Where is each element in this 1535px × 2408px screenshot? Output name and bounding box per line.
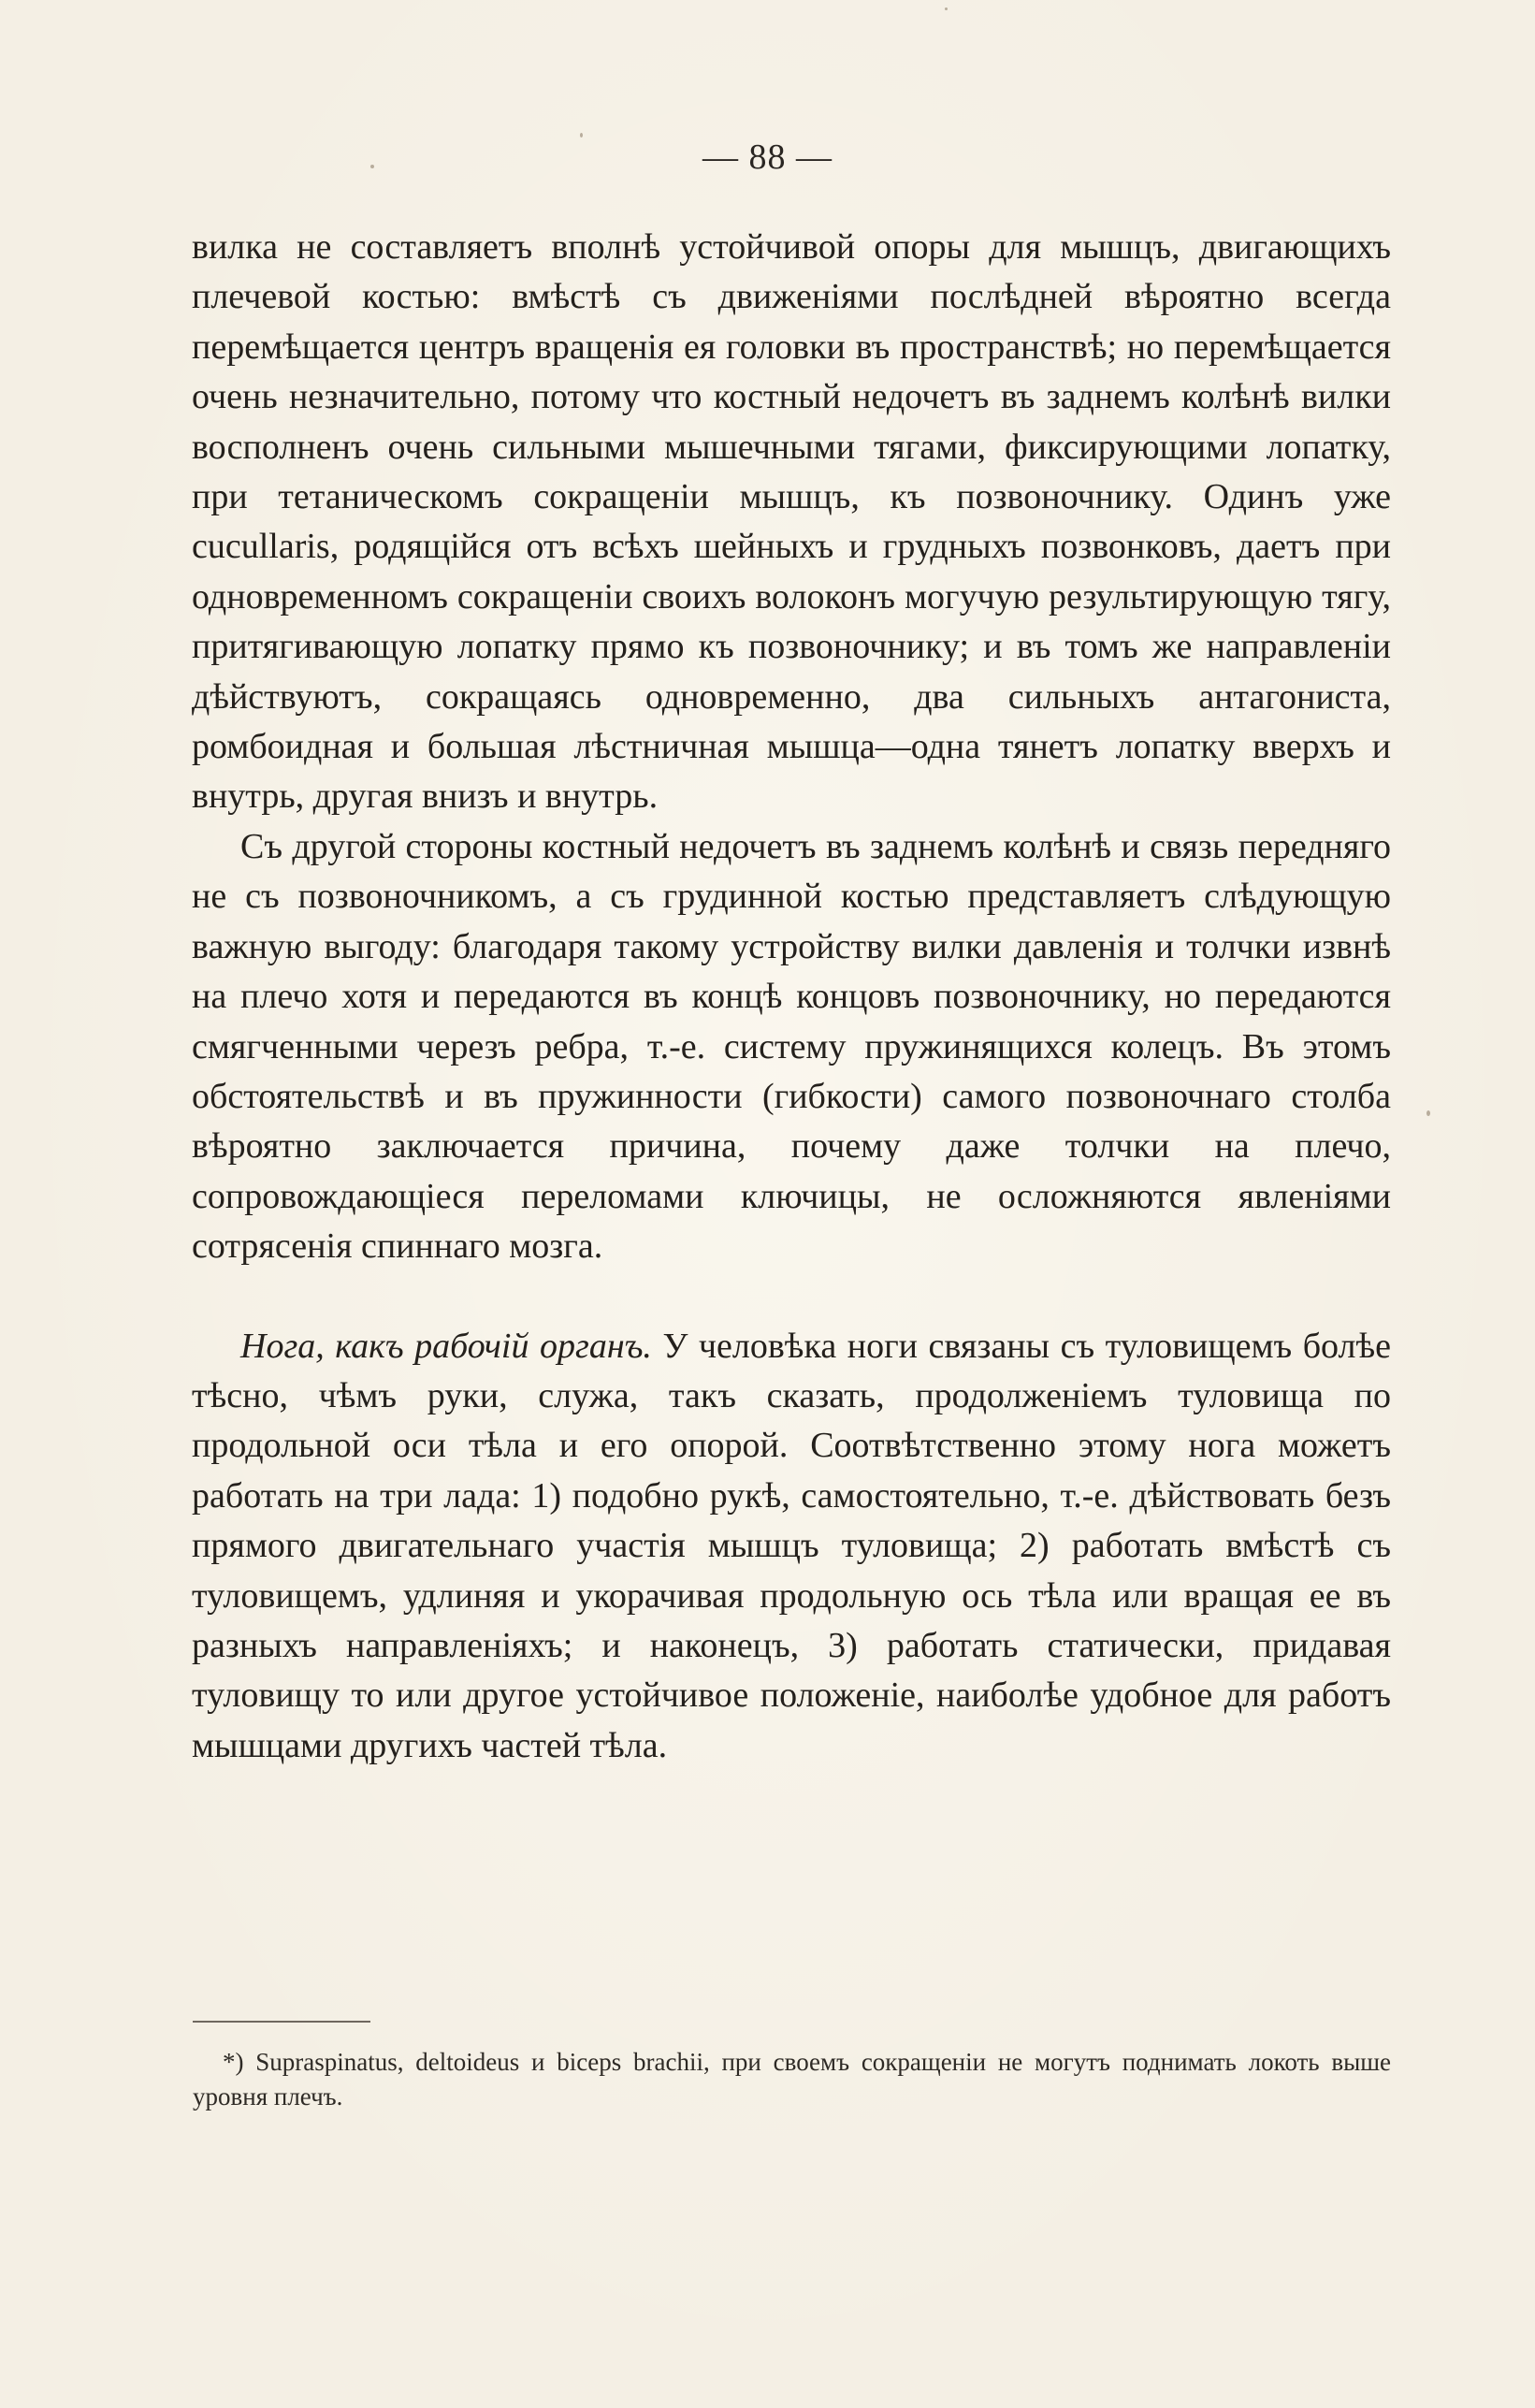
paper-speck: [945, 7, 948, 10]
page-number: — 88 —: [702, 138, 833, 177]
paragraph-1-text: вилка не составляетъ вполнѣ устойчивой опоры для мышцъ, двигающихъ плечевой костью: вмѣстѣ съ движеніями послѣдней вѣроятно всегда перемѣщается центръ вращенія ея головки въ пространствѣ; но перемѣщается очень незначительно, потому что костный недочетъ въ заднемъ колѣнѣ вилки восполненъ очень сильными мышечными тягами, фиксирующими лопатку, при тетаническомъ сокращеніи мышцъ, къ позвоночнику. Одинъ уже cucullaris, родящійся отъ всѣхъ шейныхъ и грудныхъ позвонковъ, даетъ при одновременномъ сокращеніи своихъ волоконъ могучую результирующую тягу, притягивающую лопатку прямо къ позвоночнику; и въ томъ же направленіи дѣйствуютъ, сокращаясь одновременно, два сильныхъ антагониста, ромбоидная и большая лѣстничная мышца—одна тянетъ лопатку вверхъ и внутрь, другая внизъ и внутрь.: [192, 227, 1391, 817]
footnote-divider: [193, 2021, 370, 2023]
paragraph-3-text: У человѣка ноги связаны съ туловищемъ болѣе тѣсно, чѣмъ руки, служа, такъ сказать, продолженіемъ туловища по продольной оси тѣла и его опорой. Соотвѣтственно этому нога можетъ работать на три лада: 1) подобно рукѣ, самостоятельно, т.-е. дѣйствовать безъ прямого двигательнаго участія мышцъ туловища; 2) работать вмѣстѣ съ туловищемъ, удлиняя и укорачивая продольную ось тѣла или вращая ее въ разныхъ направленіяхъ; и наконецъ, 3) работать статически, придавая туловищу то или другое устойчивое положеніе, наиболѣе удобное для работъ мышцами другихъ частей тѣла.: [192, 1326, 1391, 1765]
footnote-text: Supraspinatus, deltoideus и biceps brachii, при своемъ сокращеніи не могутъ поднимать локоть выше уровня плечъ.: [193, 2048, 1392, 2111]
paragraph-2-text: Съ другой стороны костный недочетъ въ заднемъ колѣнѣ и связь передняго не съ позвоночникомъ, а съ грудинной костью представляетъ слѣдующую важную выгоду: благодаря такому устройству вилки давленія и толчки извнѣ на плечо хотя и передаются въ концѣ концовъ позвоночнику, но передаются смягченными черезъ ребра, т.-е. систему пружинящихся колецъ. Въ этомъ обстоятельствѣ и въ пружинности (гибкости) самого позвоночнаго столба вѣроятно заключается причина, почему даже толчки на плечо, сопровождающіеся переломами ключицы, не осложняются явленіями сотрясенія спиннаго мозга.: [192, 826, 1391, 1267]
paragraph-3: [192, 1322, 1391, 1772]
main-text: [192, 223, 1391, 1771]
footnote: [193, 2045, 1391, 2114]
paper-speck: [1426, 1110, 1430, 1116]
paragraph-2: [192, 822, 1391, 1272]
section-run-in-heading: Нога, какъ рабочій органъ.: [240, 1326, 652, 1366]
paragraph-1: [192, 223, 1391, 822]
footnote-marker: *): [223, 2048, 244, 2076]
